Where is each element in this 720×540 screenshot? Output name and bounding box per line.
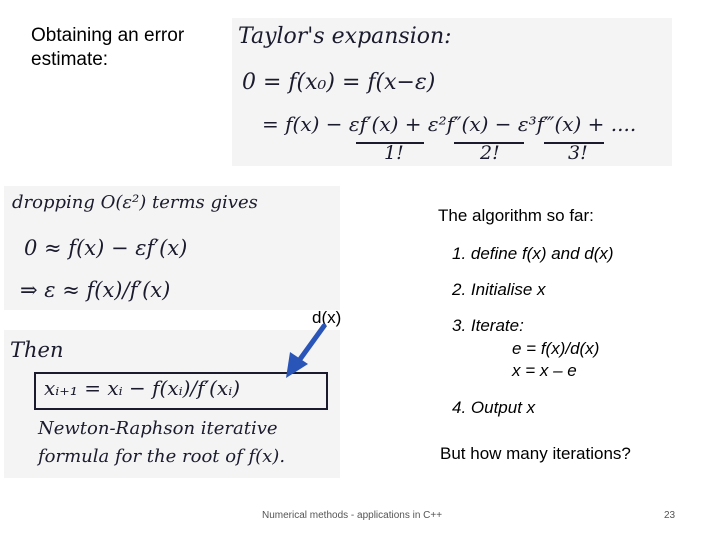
step-3-line-1: e = f(x)/d(x) bbox=[512, 339, 600, 358]
nr-caption-1: Newton-Raphson iterative bbox=[38, 418, 278, 439]
step-3: 3. Iterate: bbox=[452, 316, 524, 335]
approx-line-2: ⇒ ε ≈ f(x)/f′(x) bbox=[20, 278, 171, 302]
taylor-line-1: 0 = f(x₀) = f(x−ε) bbox=[242, 70, 436, 95]
algorithm-heading: The algorithm so far: bbox=[438, 206, 594, 225]
newton-raphson-formula: xᵢ₊₁ = xᵢ − f(xᵢ)/f′(xᵢ) bbox=[44, 376, 241, 400]
dropping-terms-scan bbox=[4, 186, 340, 310]
denominator-2: 2! bbox=[480, 142, 500, 164]
page-number: 23 bbox=[664, 510, 676, 521]
approx-line-1: 0 ≈ f(x) − εf′(x) bbox=[24, 236, 188, 260]
step-1: 1. define f(x) and d(x) bbox=[452, 244, 614, 263]
step-3-line-2: x = x – e bbox=[512, 361, 577, 380]
iterations-question: But how many iterations? bbox=[440, 444, 631, 463]
then-label: Then bbox=[10, 338, 64, 362]
taylor-expansion-scan bbox=[232, 18, 672, 166]
slide-title: Obtaining an error estimate: bbox=[31, 25, 185, 70]
step-4: 4. Output x bbox=[452, 398, 536, 417]
denominator-3: 3! bbox=[568, 142, 588, 164]
footer-text: Numerical methods - applications in C++ bbox=[262, 510, 443, 521]
step-2: 2. Initialise x bbox=[452, 280, 546, 299]
taylor-line-2: = f(x) − εf′(x) + ε²f″(x) − ε³f‴(x) + .... bbox=[262, 112, 637, 136]
denominator-1: 1! bbox=[384, 142, 404, 164]
pointer-arrow-icon bbox=[278, 322, 338, 382]
arrow-label: d(x) bbox=[312, 308, 342, 327]
taylor-title: Taylor's expansion: bbox=[238, 24, 452, 49]
nr-caption-2: formula for the root of f(x). bbox=[38, 446, 286, 467]
dropping-line: dropping O(ε²) terms gives bbox=[12, 192, 258, 213]
